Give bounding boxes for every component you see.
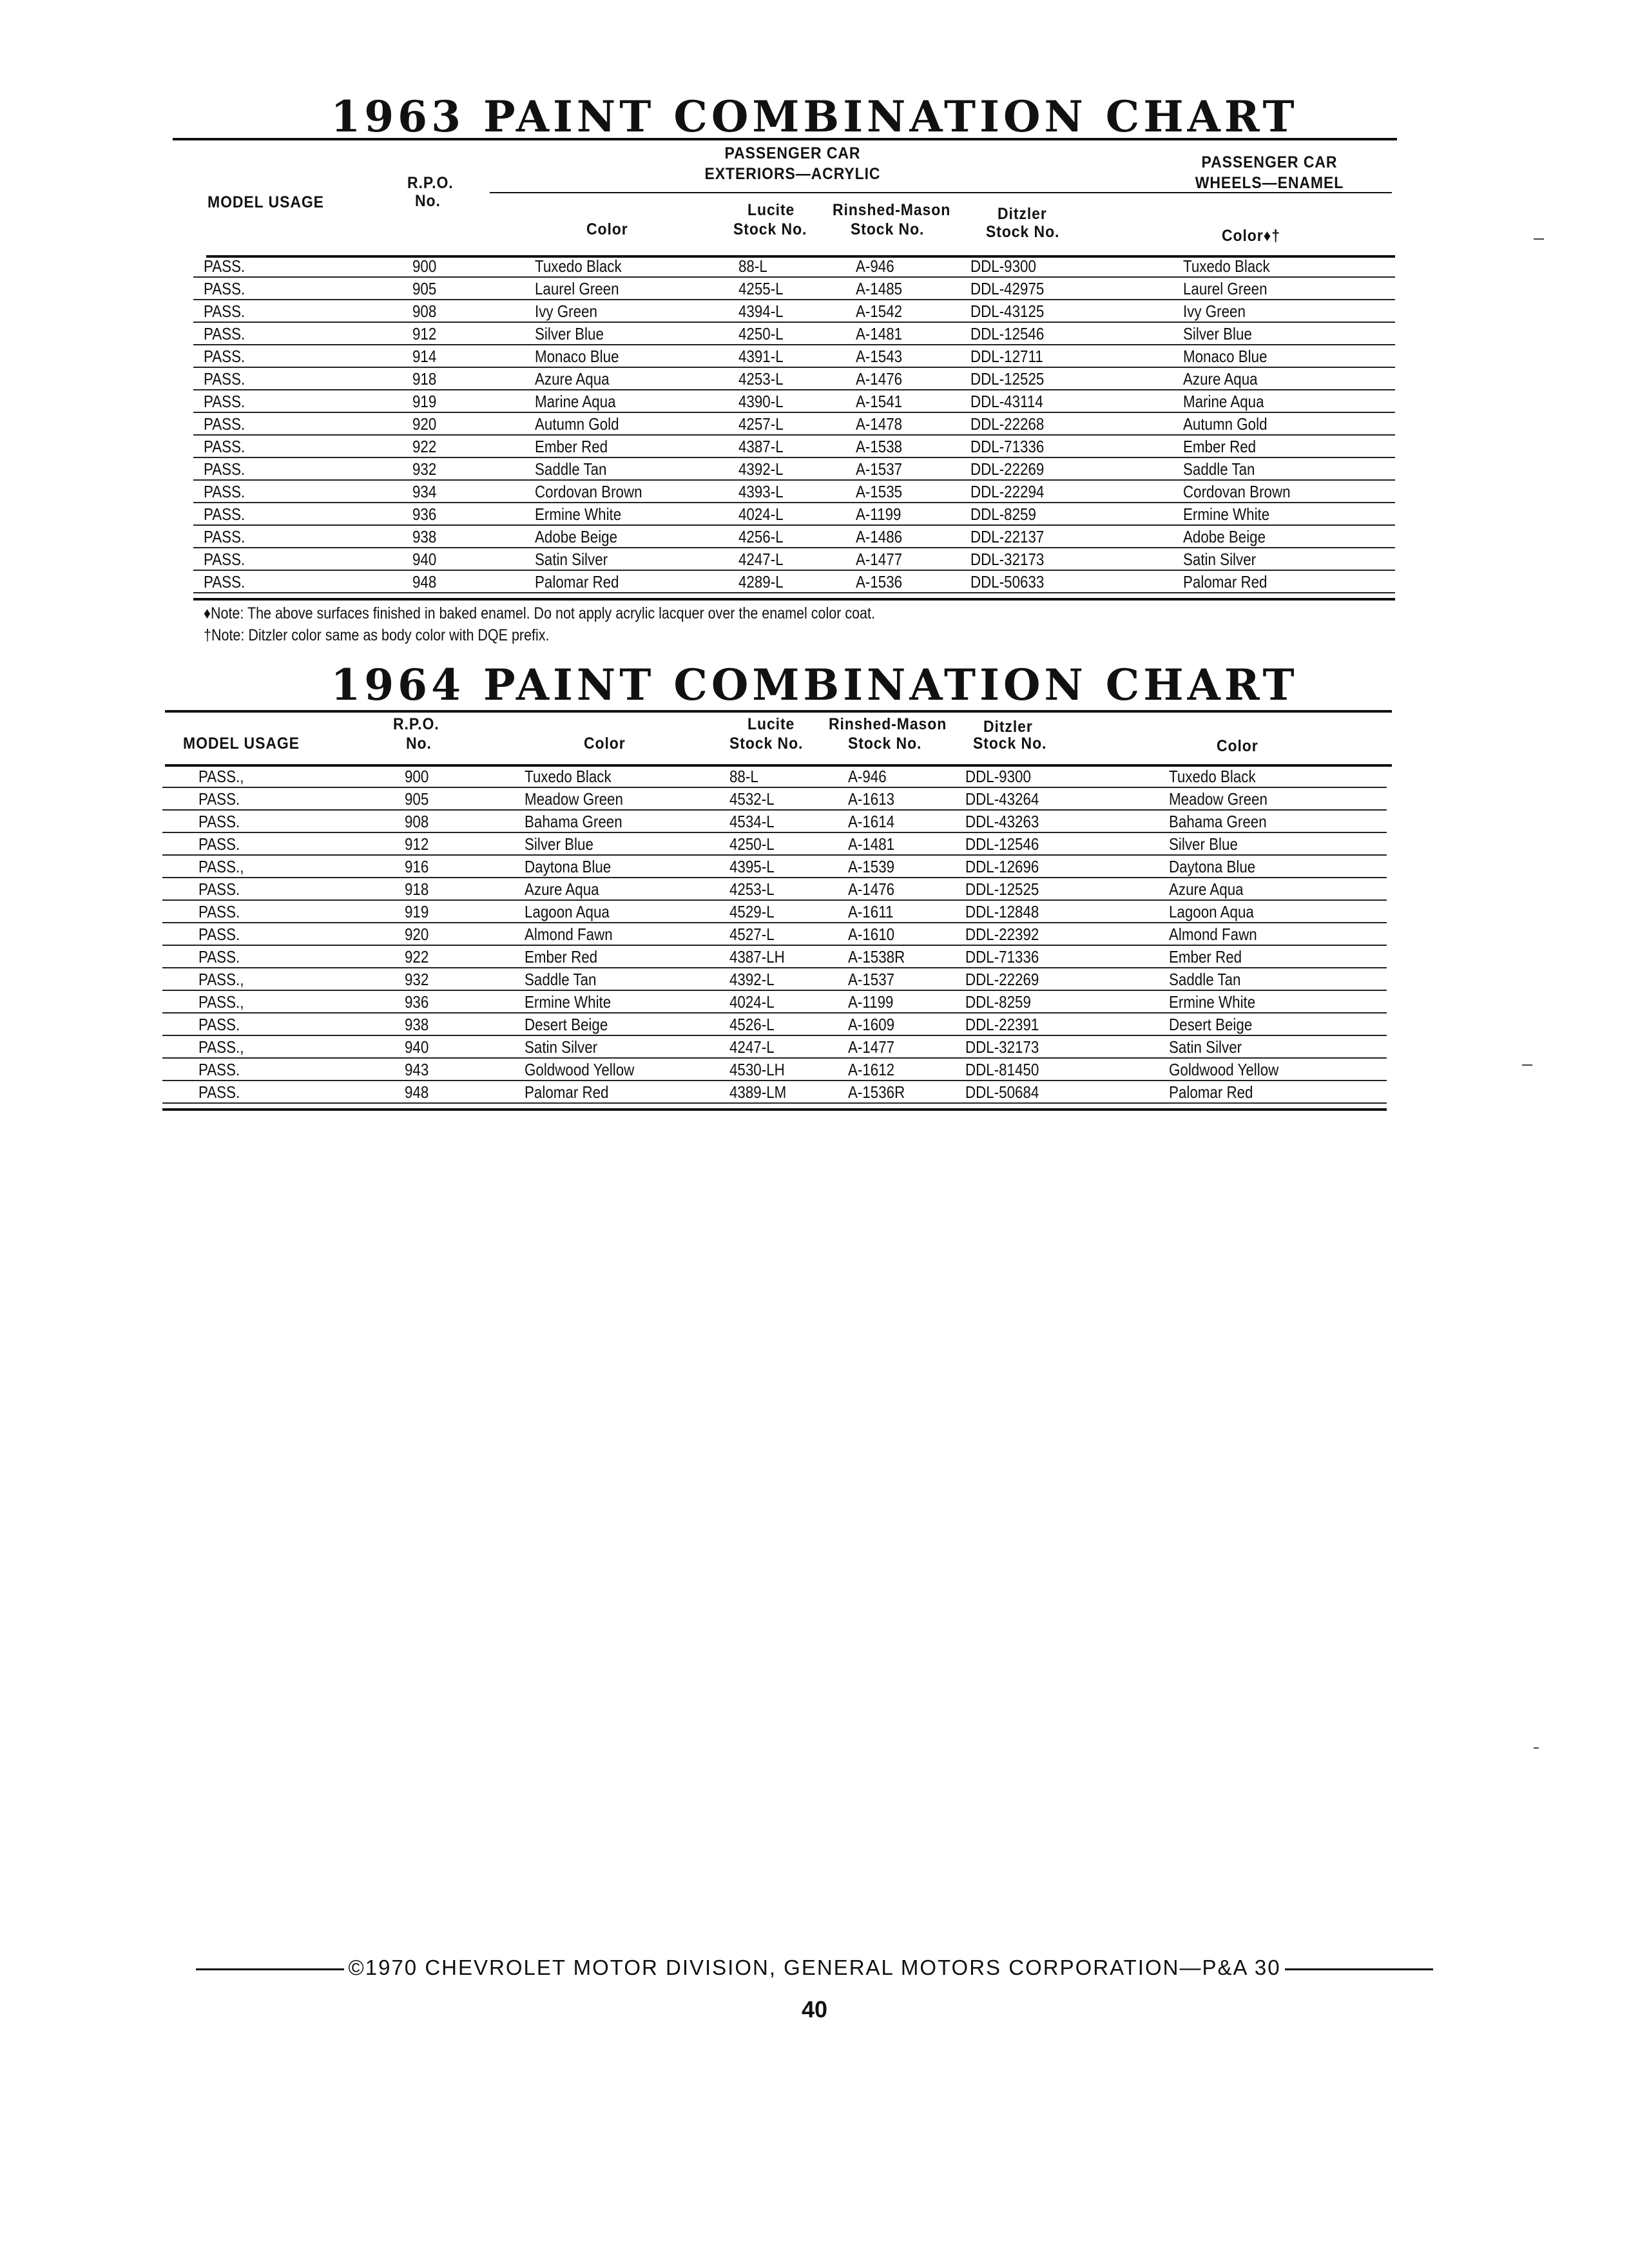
table-row: [193, 278, 1395, 300]
chart-1963-table: [193, 255, 1395, 593]
lucite-header-top: Lucite: [747, 201, 795, 219]
ditzler-header-bottom: Stock No.: [973, 735, 1047, 753]
lucite-stock-cell: 4393-L: [738, 482, 784, 501]
rpo-number-cell: 938: [405, 1015, 429, 1034]
lucite-stock-cell: 4530-LH: [729, 1060, 785, 1079]
ditzler-stock-cell: DDL-22269: [965, 970, 1039, 989]
lucite-stock-cell: 4392-L: [738, 459, 784, 479]
ditzler-stock-cell: DDL-12696: [965, 857, 1039, 876]
ditzler-stock-cell: DDL-12525: [970, 369, 1045, 389]
ditzler-stock-cell: DDL-12711: [970, 347, 1043, 366]
rpo-number-cell: 918: [405, 879, 429, 899]
lucite-stock-cell: 88-L: [729, 767, 758, 786]
lucite-stock-cell: 4391-L: [738, 347, 784, 366]
wheel-color-cell: Adobe Beige: [1183, 527, 1266, 546]
rinshed-stock-cell: A-1537: [856, 459, 903, 479]
lucite-stock-cell: 4389-LM: [729, 1082, 787, 1102]
lucite-stock-cell: 4387-L: [738, 437, 784, 456]
lucite-stock-cell: 4253-L: [738, 369, 784, 389]
table-row: [162, 946, 1387, 968]
rpo-number-cell: 943: [405, 1060, 429, 1079]
color-name-cell: Marine Aqua: [535, 392, 616, 411]
wheel-color-cell: Tuxedo Black: [1169, 767, 1256, 786]
model-usage-cell: PASS.: [198, 879, 240, 899]
lucite-stock-cell: 4529-L: [729, 902, 775, 921]
copyright-footer: [0, 1956, 1629, 1980]
wheel-color-cell: Bahama Green: [1169, 812, 1267, 831]
rinshed-stock-cell: A-1541: [856, 392, 903, 411]
wheel-color-cell: Silver Blue: [1169, 834, 1238, 854]
rinshed-stock-cell: A-1610: [848, 925, 895, 944]
wheels-group-header-line1: PASSENGER CAR: [1201, 153, 1338, 171]
color-name-cell: Ivy Green: [535, 302, 597, 321]
table-row: [162, 901, 1387, 923]
table-row: [193, 526, 1395, 548]
color-name-cell: Almond Fawn: [525, 925, 613, 944]
wheel-color-header: Color: [1217, 737, 1258, 755]
model-usage-cell: PASS.: [198, 834, 240, 854]
rinshed-stock-cell: A-1542: [856, 302, 903, 321]
lucite-stock-cell: 4532-L: [729, 789, 775, 809]
model-usage-cell: PASS.,: [198, 992, 244, 1012]
rpo-number-cell: 900: [405, 767, 429, 786]
footer-right-line: [1285, 1968, 1433, 1970]
lucite-header-bottom: Stock No.: [733, 220, 807, 238]
rpo-number-cell: 938: [412, 527, 437, 546]
chart-1964-top-rule: [165, 710, 1392, 713]
note-ditzler-prefix: †Note: Ditzler color same as body color with DQE prefix.: [204, 626, 550, 644]
wheel-color-cell: Ember Red: [1183, 437, 1257, 456]
table-row: [193, 503, 1395, 526]
rpo-number-cell: 920: [412, 414, 437, 434]
ditzler-stock-cell: DDL-12546: [965, 834, 1039, 854]
ditzler-stock-cell: DDL-22392: [965, 925, 1039, 944]
rinshed-header-top: Rinshed-Mason: [833, 201, 951, 219]
note-baked-enamel: ♦Note: The above surfaces finished in baked enamel. Do not apply acrylic lacquer over the enamel color coat.: [204, 604, 875, 622]
lucite-stock-cell: 4395-L: [729, 857, 775, 876]
table-row: [193, 571, 1395, 593]
color-name-cell: Satin Silver: [535, 550, 608, 569]
ditzler-stock-cell: DDL-32173: [970, 550, 1045, 569]
table-row: [162, 856, 1387, 878]
rinshed-stock-cell: A-1476: [848, 879, 895, 899]
lucite-stock-cell: 4255-L: [738, 279, 784, 298]
color-name-cell: Silver Blue: [525, 834, 593, 854]
model-usage-cell: PASS.: [198, 1060, 240, 1079]
ditzler-stock-cell: DDL-43114: [970, 392, 1043, 411]
rpo-number-cell: 919: [405, 902, 429, 921]
table-row: [193, 481, 1395, 503]
table-row: [162, 923, 1387, 946]
rinshed-stock-cell: A-1478: [856, 414, 903, 434]
wheel-color-cell: Palomar Red: [1169, 1082, 1253, 1102]
rinshed-stock-cell: A-1481: [848, 834, 895, 854]
wheel-color-cell: Tuxedo Black: [1183, 256, 1270, 276]
table-row: [193, 436, 1395, 458]
rinshed-stock-cell: A-1477: [856, 550, 903, 569]
model-usage-cell: PASS.: [198, 789, 240, 809]
table-row: [162, 1081, 1387, 1104]
rinshed-stock-cell: A-1543: [856, 347, 903, 366]
footer-left-line: [196, 1968, 344, 1970]
rpo-number-cell: 908: [412, 302, 437, 321]
ditzler-stock-cell: DDL-8259: [965, 992, 1031, 1012]
ditzler-header-bottom: Stock No.: [986, 223, 1060, 241]
color-name-cell: Tuxedo Black: [525, 767, 612, 786]
wheel-color-cell: Monaco Blue: [1183, 347, 1268, 366]
model-usage-cell: PASS.: [198, 1015, 240, 1034]
lucite-stock-cell: 4250-L: [729, 834, 775, 854]
color-name-cell: Laurel Green: [535, 279, 619, 298]
ditzler-stock-cell: DDL-22269: [970, 459, 1045, 479]
lucite-stock-cell: 4253-L: [729, 879, 775, 899]
rinshed-stock-cell: A-1614: [848, 812, 895, 831]
table-row: [193, 368, 1395, 390]
margin-tick: [1522, 1064, 1532, 1066]
rinshed-stock-cell: A-1609: [848, 1015, 895, 1034]
model-usage-cell: PASS.: [204, 279, 246, 298]
rinshed-stock-cell: A-1481: [856, 324, 903, 343]
wheel-color-cell: Goldwood Yellow: [1169, 1060, 1279, 1079]
wheel-color-cell: Cordovan Brown: [1183, 482, 1291, 501]
wheel-color-cell: Lagoon Aqua: [1169, 902, 1254, 921]
rpo-header-bottom: No.: [406, 735, 432, 753]
model-usage-cell: PASS.,: [198, 767, 244, 786]
table-row: [193, 323, 1395, 345]
ditzler-header-top: Ditzler: [998, 205, 1047, 223]
wheels-group-header-line2: WHEELS—ENAMEL: [1195, 174, 1344, 192]
lucite-stock-cell: 4024-L: [729, 992, 775, 1012]
color-name-cell: Tuxedo Black: [535, 256, 622, 276]
exterior-group-rule: [490, 192, 1392, 193]
rinshed-stock-cell: A-1538R: [848, 947, 905, 966]
model-usage-cell: PASS.: [204, 459, 246, 479]
wheel-color-cell: Marine Aqua: [1183, 392, 1264, 411]
model-usage-cell: PASS.,: [198, 857, 244, 876]
rpo-number-cell: 916: [405, 857, 429, 876]
model-usage-cell: PASS.: [204, 347, 246, 366]
model-usage-header: MODEL USAGE: [207, 193, 324, 211]
model-usage-cell: PASS.: [198, 902, 240, 921]
ditzler-stock-cell: DDL-71336: [965, 947, 1039, 966]
rpo-number-cell: 932: [405, 970, 429, 989]
color-name-cell: Ember Red: [525, 947, 598, 966]
rinshed-stock-cell: A-1612: [848, 1060, 895, 1079]
rinshed-header-top: Rinshed-Mason: [829, 715, 947, 733]
rpo-number-cell: 922: [405, 947, 429, 966]
wheel-color-cell: Ermine White: [1169, 992, 1256, 1012]
rpo-number-cell: 918: [412, 369, 437, 389]
model-usage-cell: PASS.: [204, 392, 246, 411]
color-name-cell: Monaco Blue: [535, 347, 619, 366]
rinshed-stock-cell: A-1537: [848, 970, 895, 989]
ditzler-stock-cell: DDL-12848: [965, 902, 1039, 921]
table-row: [162, 833, 1387, 856]
rinshed-stock-cell: A-1611: [848, 902, 894, 921]
model-usage-cell: PASS.: [204, 527, 246, 546]
rinshed-stock-cell: A-1485: [856, 279, 903, 298]
model-usage-cell: PASS.: [204, 437, 246, 456]
color-name-cell: Silver Blue: [535, 324, 604, 343]
rpo-number-cell: 922: [412, 437, 437, 456]
wheel-color-cell: Saddle Tan: [1169, 970, 1241, 989]
color-name-cell: Bahama Green: [525, 812, 622, 831]
rinshed-stock-cell: A-1476: [856, 369, 903, 389]
rpo-number-cell: 908: [405, 812, 429, 831]
rpo-number-cell: 912: [412, 324, 437, 343]
rpo-number-cell: 905: [405, 789, 429, 809]
rpo-number-cell: 948: [405, 1082, 429, 1102]
rinshed-stock-cell: A-1477: [848, 1037, 895, 1057]
ditzler-stock-cell: DDL-22391: [965, 1015, 1039, 1034]
ditzler-stock-cell: DDL-81450: [965, 1060, 1039, 1079]
model-usage-cell: PASS.: [204, 572, 246, 591]
chart-1964-table: [162, 765, 1387, 1104]
rpo-number-cell: 940: [412, 550, 437, 569]
ditzler-stock-cell: DDL-9300: [970, 256, 1036, 276]
wheel-color-cell: Ivy Green: [1183, 302, 1246, 321]
model-usage-cell: PASS.: [204, 414, 246, 434]
wheel-color-cell: Desert Beige: [1169, 1015, 1253, 1034]
color-name-cell: Saddle Tan: [525, 970, 597, 989]
rpo-number-cell: 912: [405, 834, 429, 854]
wheel-color-cell: Daytona Blue: [1169, 857, 1256, 876]
model-usage-cell: PASS.: [198, 925, 240, 944]
color-name-cell: Meadow Green: [525, 789, 623, 809]
table-row: [162, 968, 1387, 991]
chart-1963-title: 1963 PAINT COMBINATION CHART: [331, 91, 1298, 142]
ditzler-stock-cell: DDL-42975: [970, 279, 1045, 298]
color-name-cell: Adobe Beige: [535, 527, 618, 546]
lucite-stock-cell: 4289-L: [738, 572, 784, 591]
wheel-color-cell: Azure Aqua: [1183, 369, 1258, 389]
wheel-color-cell: Satin Silver: [1169, 1037, 1242, 1057]
rinshed-stock-cell: A-1539: [848, 857, 895, 876]
ditzler-stock-cell: DDL-22294: [970, 482, 1045, 501]
table-row: [193, 413, 1395, 436]
color-name-cell: Goldwood Yellow: [525, 1060, 635, 1079]
chart-1963-bottom-rule: [193, 598, 1395, 601]
lucite-stock-cell: 4024-L: [738, 505, 784, 524]
table-row: [162, 1014, 1387, 1036]
ditzler-stock-cell: DDL-43263: [965, 812, 1039, 831]
ditzler-stock-cell: DDL-8259: [970, 505, 1036, 524]
rinshed-stock-cell: A-1613: [848, 789, 895, 809]
rinshed-stock-cell: A-1199: [856, 505, 901, 524]
wheel-color-cell: Saddle Tan: [1183, 459, 1255, 479]
lucite-stock-cell: 4387-LH: [729, 947, 785, 966]
model-usage-cell: PASS.: [204, 369, 246, 389]
table-row: [162, 1059, 1387, 1081]
lucite-stock-cell: 4390-L: [738, 392, 784, 411]
color-name-cell: Satin Silver: [525, 1037, 598, 1057]
model-usage-cell: PASS.: [198, 812, 240, 831]
ditzler-stock-cell: DDL-12546: [970, 324, 1045, 343]
color-name-cell: Ember Red: [535, 437, 608, 456]
wheel-color-cell: Azure Aqua: [1169, 879, 1244, 899]
wheel-color-cell: Silver Blue: [1183, 324, 1252, 343]
rpo-number-cell: 914: [412, 347, 437, 366]
rpo-header-top: R.P.O.: [407, 174, 454, 192]
chart-1963-top-rule: [173, 138, 1397, 140]
lucite-stock-cell: 4394-L: [738, 302, 784, 321]
table-row: [162, 878, 1387, 901]
ditzler-stock-cell: DDL-50633: [970, 572, 1045, 591]
rpo-number-cell: 905: [412, 279, 437, 298]
rpo-header-bottom: No.: [415, 192, 441, 210]
color-name-cell: Ermine White: [525, 992, 612, 1012]
rinshed-header-bottom: Stock No.: [851, 220, 925, 238]
lucite-stock-cell: 4534-L: [729, 812, 775, 831]
rpo-header-top: R.P.O.: [393, 715, 439, 733]
ditzler-stock-cell: DDL-71336: [970, 437, 1045, 456]
lucite-stock-cell: 4247-L: [729, 1037, 775, 1057]
ditzler-stock-cell: DDL-32173: [965, 1037, 1039, 1057]
rinshed-stock-cell: A-1199: [848, 992, 894, 1012]
rpo-number-cell: 920: [405, 925, 429, 944]
ditzler-stock-cell: DDL-22268: [970, 414, 1045, 434]
wheel-color-cell: Satin Silver: [1183, 550, 1257, 569]
model-usage-cell: PASS.: [204, 550, 246, 569]
rinshed-stock-cell: A-946: [856, 256, 894, 276]
table-row: [193, 345, 1395, 368]
rinshed-header-bottom: Stock No.: [848, 735, 922, 753]
model-usage-cell: PASS.: [204, 256, 246, 276]
exterior-group-header-line1: PASSENGER CAR: [724, 144, 861, 162]
model-usage-cell: PASS.: [198, 947, 240, 966]
model-usage-cell: PASS.: [204, 302, 246, 321]
color-name-cell: Desert Beige: [525, 1015, 608, 1034]
table-row: [193, 548, 1395, 571]
rinshed-stock-cell: A-1536: [856, 572, 903, 591]
wheel-color-cell: Ember Red: [1169, 947, 1242, 966]
table-row: [162, 811, 1387, 833]
model-usage-cell: PASS.,: [198, 970, 244, 989]
lucite-header-bottom: Stock No.: [729, 735, 804, 753]
table-row: [193, 390, 1395, 413]
model-usage-cell: PASS.,: [198, 1037, 244, 1057]
ditzler-stock-cell: DDL-12525: [965, 879, 1039, 899]
color-name-cell: Autumn Gold: [535, 414, 619, 434]
table-row: [162, 991, 1387, 1014]
table-row: [162, 765, 1387, 788]
lucite-stock-cell: 4526-L: [729, 1015, 775, 1034]
rinshed-stock-cell: A-1538: [856, 437, 903, 456]
ditzler-stock-cell: DDL-22137: [970, 527, 1045, 546]
wheel-color-header: Color♦†: [1222, 227, 1281, 245]
rpo-number-cell: 936: [405, 992, 429, 1012]
wheel-color-cell: Autumn Gold: [1183, 414, 1268, 434]
wheel-color-cell: Palomar Red: [1183, 572, 1268, 591]
table-row: [193, 255, 1395, 278]
rinshed-stock-cell: A-1486: [856, 527, 903, 546]
rpo-number-cell: 936: [412, 505, 437, 524]
color-name-cell: Lagoon Aqua: [525, 902, 610, 921]
model-usage-header: MODEL USAGE: [183, 735, 300, 753]
model-usage-cell: PASS.: [204, 482, 246, 501]
lucite-stock-cell: 88-L: [738, 256, 767, 276]
copyright-text: ©1970 CHEVROLET MOTOR DIVISION, GENERAL MOTORS CORPORATION—P&A 30: [348, 1956, 1281, 1979]
lucite-stock-cell: 4392-L: [729, 970, 775, 989]
model-usage-cell: PASS.: [204, 505, 246, 524]
table-row: [162, 788, 1387, 811]
color-name-cell: Daytona Blue: [525, 857, 612, 876]
ditzler-stock-cell: DDL-43264: [965, 789, 1039, 809]
rinshed-stock-cell: A-946: [848, 767, 887, 786]
rpo-number-cell: 919: [412, 392, 437, 411]
ditzler-stock-cell: DDL-43125: [970, 302, 1045, 321]
rpo-number-cell: 940: [405, 1037, 429, 1057]
lucite-stock-cell: 4250-L: [738, 324, 784, 343]
wheel-color-cell: Ermine White: [1183, 505, 1270, 524]
table-row: [193, 300, 1395, 323]
wheel-color-cell: Almond Fawn: [1169, 925, 1257, 944]
rpo-number-cell: 900: [412, 256, 437, 276]
wheel-color-cell: Laurel Green: [1183, 279, 1268, 298]
wheel-color-cell: Meadow Green: [1169, 789, 1268, 809]
rinshed-stock-cell: A-1535: [856, 482, 903, 501]
ditzler-header-top: Ditzler: [983, 718, 1033, 736]
rinshed-stock-cell: A-1536R: [848, 1082, 905, 1102]
rpo-number-cell: 934: [412, 482, 437, 501]
ditzler-stock-cell: DDL-50684: [965, 1082, 1039, 1102]
lucite-stock-cell: 4527-L: [729, 925, 775, 944]
lucite-header-top: Lucite: [747, 715, 795, 733]
color-name-cell: Palomar Red: [535, 572, 619, 591]
color-name-cell: Azure Aqua: [525, 879, 599, 899]
rpo-number-cell: 948: [412, 572, 437, 591]
color-name-cell: Saddle Tan: [535, 459, 607, 479]
exterior-group-header-line2: EXTERIORS—ACRYLIC: [704, 165, 881, 183]
rpo-number-cell: 932: [412, 459, 437, 479]
chart-1964-title: 1964 PAINT COMBINATION CHART: [331, 660, 1298, 710]
model-usage-cell: PASS.: [204, 324, 246, 343]
model-usage-cell: PASS.: [198, 1082, 240, 1102]
color-header: Color: [584, 735, 626, 753]
table-row: [193, 458, 1395, 481]
page-number: 40: [801, 1996, 828, 2023]
margin-tick: [1534, 1747, 1539, 1749]
color-name-cell: Azure Aqua: [535, 369, 610, 389]
color-header: Color: [586, 220, 628, 238]
ditzler-stock-cell: DDL-9300: [965, 767, 1031, 786]
lucite-stock-cell: 4247-L: [738, 550, 784, 569]
color-name-cell: Palomar Red: [525, 1082, 609, 1102]
lucite-stock-cell: 4256-L: [738, 527, 784, 546]
lucite-stock-cell: 4257-L: [738, 414, 784, 434]
margin-tick: [1534, 238, 1544, 240]
table-row: [162, 1036, 1387, 1059]
chart-1964-bottom-rule: [162, 1108, 1387, 1111]
color-name-cell: Cordovan Brown: [535, 482, 642, 501]
color-name-cell: Ermine White: [535, 505, 622, 524]
